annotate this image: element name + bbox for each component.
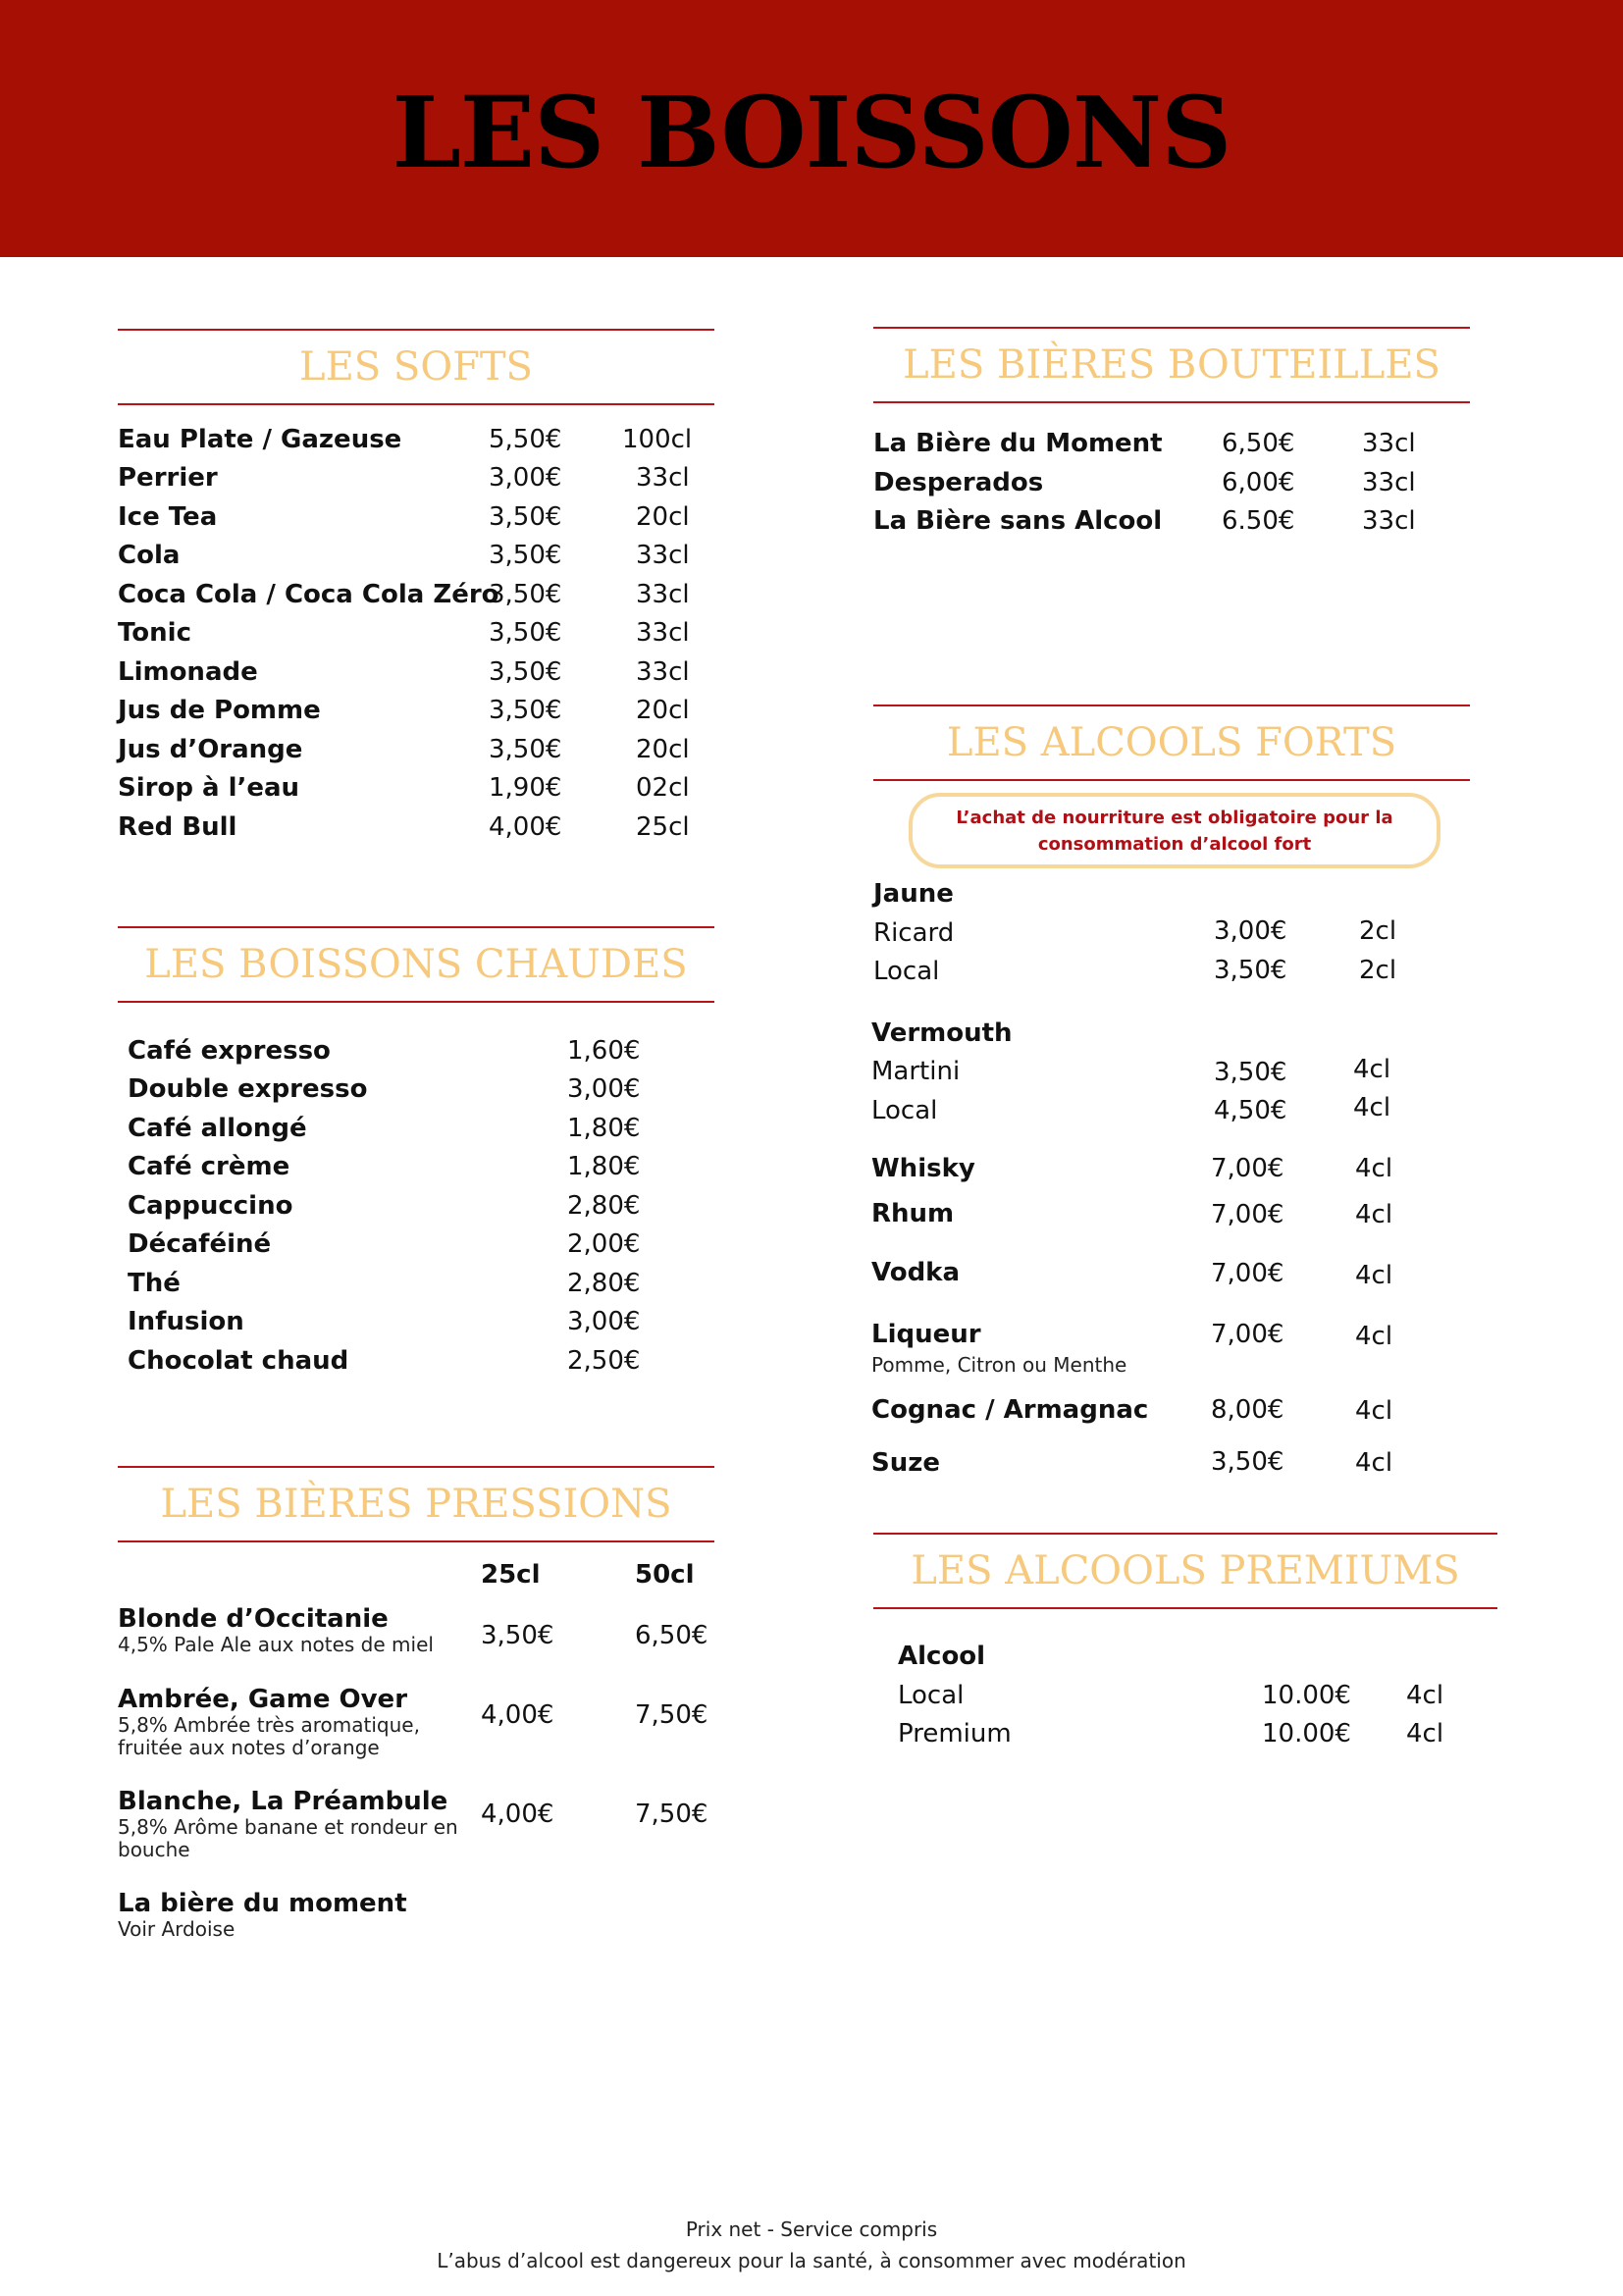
item-price: 7,00€	[1211, 1320, 1284, 1349]
section-title: LES ALCOOLS PREMIUMS	[911, 1548, 1460, 1593]
food-required-notice	[909, 793, 1440, 868]
item-name: La Bière sans Alcool	[873, 506, 1163, 536]
item-price: 3,50€	[1214, 1058, 1287, 1087]
item-description: 4,5% Pale Ale aux notes de miel	[118, 1633, 434, 1656]
item-price: 4,50€	[1214, 1096, 1287, 1125]
section-title: LES BOISSONS CHAUDES	[144, 942, 688, 987]
item-description: 5,8% Ambrée très aromatique, fruitée aux notes d’orange	[118, 1713, 420, 1759]
item-name: Jus de Pomme	[118, 696, 321, 725]
item-volume: 33cl	[1362, 468, 1416, 497]
item-price-25cl: 3,50€	[481, 1621, 554, 1650]
item-price: 3,50€	[489, 502, 562, 532]
item-price-50cl: 6,50€	[635, 1621, 708, 1650]
item-name: Ricard	[873, 918, 955, 948]
item-volume: 4cl	[1355, 1448, 1393, 1478]
item-name: Cappuccino	[128, 1191, 293, 1221]
item-description: Pomme, Citron ou Menthe	[871, 1353, 1127, 1377]
item-price: 6,00€	[1222, 468, 1295, 497]
item-name: Red Bull	[118, 812, 237, 842]
notice-text: L’achat de nourriture est obligatoire pour la consommation d’alcool fort	[956, 807, 1393, 855]
item-price: 2,00€	[567, 1229, 641, 1259]
item-name: Ambrée, Game Over	[118, 1685, 408, 1714]
item-name: Café expresso	[128, 1036, 331, 1066]
item-name: Chocolat chaud	[128, 1346, 349, 1376]
item-price: 3,50€	[489, 696, 562, 725]
item-price: 3,00€	[567, 1074, 641, 1104]
section-title: LES ALCOOLS FORTS	[946, 720, 1397, 765]
item-price: 1,60€	[567, 1036, 641, 1066]
item-name: Jus d’Orange	[118, 735, 303, 764]
item-name: Martini	[871, 1057, 961, 1086]
item-name: Blonde d’Occitanie	[118, 1604, 389, 1634]
item-price: 3,00€	[489, 463, 562, 493]
section-title: LES SOFTS	[299, 344, 533, 390]
item-price: 7,00€	[1211, 1200, 1284, 1229]
item-volume: 20cl	[636, 696, 690, 725]
item-name: Vodka	[871, 1258, 961, 1287]
section-heading-alcools-forts	[873, 704, 1470, 781]
item-price: 2,80€	[567, 1269, 641, 1298]
item-price: 3,50€	[489, 541, 562, 570]
item-price: 5,50€	[489, 425, 562, 454]
footer-price-note: Prix net - Service compris	[685, 2218, 938, 2241]
item-price: 3,50€	[489, 580, 562, 609]
item-name: Blanche, La Préambule	[118, 1787, 448, 1816]
item-price: 8,00€	[1211, 1395, 1284, 1425]
item-name: Ice Tea	[118, 502, 218, 532]
item-name: Coca Cola / Coca Cola Zéro	[118, 580, 499, 609]
item-price: 2,80€	[567, 1191, 641, 1221]
section-heading-softs	[118, 329, 714, 405]
item-name: Cola	[118, 541, 181, 570]
item-name: La bière du moment	[118, 1889, 407, 1918]
column-header-25cl: 25cl	[481, 1560, 541, 1590]
item-price: 2,50€	[567, 1346, 641, 1376]
item-volume: 33cl	[636, 541, 690, 570]
item-price: 3,50€	[489, 657, 562, 687]
item-volume: 33cl	[636, 618, 690, 648]
item-price: 3,50€	[489, 618, 562, 648]
item-volume: 02cl	[636, 773, 690, 803]
section-title: LES BIÈRES BOUTEILLES	[903, 342, 1440, 388]
footer-alcohol-warning: L’abus d’alcool est dangereux pour la santé, à consommer avec modération	[437, 2249, 1186, 2272]
section-heading-alcools-premiums	[873, 1533, 1497, 1609]
item-price: 10.00€	[1262, 1681, 1351, 1710]
item-name: Décaféiné	[128, 1229, 272, 1259]
item-price: 1,80€	[567, 1114, 641, 1143]
item-name: Desperados	[873, 468, 1044, 497]
item-volume: 4cl	[1355, 1322, 1393, 1351]
item-name: Café crème	[128, 1152, 290, 1181]
item-volume: 33cl	[1362, 429, 1416, 458]
item-name: La Bière du Moment	[873, 429, 1163, 458]
item-volume: 2cl	[1359, 956, 1397, 985]
item-name: Eau Plate / Gazeuse	[118, 425, 402, 454]
item-price: 4,00€	[489, 812, 562, 842]
item-price-25cl: 4,00€	[481, 1800, 554, 1829]
item-volume: 4cl	[1406, 1719, 1444, 1748]
item-name: Sirop à l’eau	[118, 773, 300, 803]
title-banner	[0, 0, 1623, 257]
item-name: Local	[871, 1096, 938, 1125]
item-price: 7,00€	[1211, 1259, 1284, 1288]
item-price: 1,90€	[489, 773, 562, 803]
item-name: Café allongé	[128, 1114, 307, 1143]
item-name: Tonic	[118, 618, 191, 648]
item-name: Local	[873, 957, 940, 986]
group-label-jaune: Jaune	[873, 879, 954, 909]
item-name: Liqueur	[871, 1320, 981, 1349]
item-price-50cl: 7,50€	[635, 1700, 708, 1730]
item-volume: 25cl	[636, 812, 690, 842]
item-price-25cl: 4,00€	[481, 1700, 554, 1730]
item-volume: 100cl	[622, 425, 693, 454]
item-name: Thé	[128, 1269, 181, 1298]
item-description: 5,8% Arôme banane et rondeur en bouche	[118, 1815, 458, 1861]
item-price: 3,50€	[489, 735, 562, 764]
item-name: Local	[898, 1681, 965, 1710]
item-name: Perrier	[118, 463, 218, 493]
group-label-vermouth: Vermouth	[871, 1018, 1013, 1048]
item-price: 3,00€	[1214, 916, 1287, 946]
item-volume: 20cl	[636, 735, 690, 764]
item-volume: 4cl	[1355, 1396, 1393, 1426]
item-price: 6,50€	[1222, 429, 1295, 458]
section-title: LES BIÈRES PRESSIONS	[160, 1482, 672, 1527]
item-name: Suze	[871, 1448, 941, 1478]
item-price: 3,50€	[1214, 956, 1287, 985]
item-price: 3,00€	[567, 1307, 641, 1336]
item-price-50cl: 7,50€	[635, 1800, 708, 1829]
item-volume: 4cl	[1355, 1200, 1393, 1229]
section-heading-boissons-chaudes	[118, 926, 714, 1003]
item-volume: 33cl	[636, 580, 690, 609]
item-name: Infusion	[128, 1307, 244, 1336]
item-price: 10.00€	[1262, 1719, 1351, 1748]
item-volume: 4cl	[1355, 1261, 1393, 1290]
page-title: LES BOISSONS	[392, 75, 1231, 190]
item-volume: 4cl	[1406, 1681, 1444, 1710]
section-heading-bieres-bouteilles	[873, 327, 1470, 403]
item-name: Premium	[898, 1719, 1012, 1748]
item-description: Voir Ardoise	[118, 1917, 236, 1941]
item-volume: 4cl	[1353, 1055, 1391, 1084]
item-name: Double expresso	[128, 1074, 368, 1104]
item-price: 6.50€	[1222, 506, 1295, 536]
item-name: Rhum	[871, 1199, 955, 1228]
item-volume: 4cl	[1353, 1093, 1391, 1122]
item-volume: 20cl	[636, 502, 690, 532]
item-volume: 33cl	[636, 657, 690, 687]
item-price: 3,50€	[1211, 1447, 1284, 1477]
group-label-alcool: Alcool	[898, 1642, 986, 1671]
item-name: Whisky	[871, 1154, 975, 1183]
item-volume: 33cl	[636, 463, 690, 493]
section-heading-bieres-pressions	[118, 1466, 714, 1542]
item-volume: 33cl	[1362, 506, 1416, 536]
item-price: 7,00€	[1211, 1154, 1284, 1183]
item-price: 1,80€	[567, 1152, 641, 1181]
column-header-50cl: 50cl	[635, 1560, 695, 1590]
item-name: Limonade	[118, 657, 258, 687]
item-name: Cognac / Armagnac	[871, 1395, 1149, 1425]
item-volume: 2cl	[1359, 916, 1397, 946]
item-volume: 4cl	[1355, 1154, 1393, 1183]
